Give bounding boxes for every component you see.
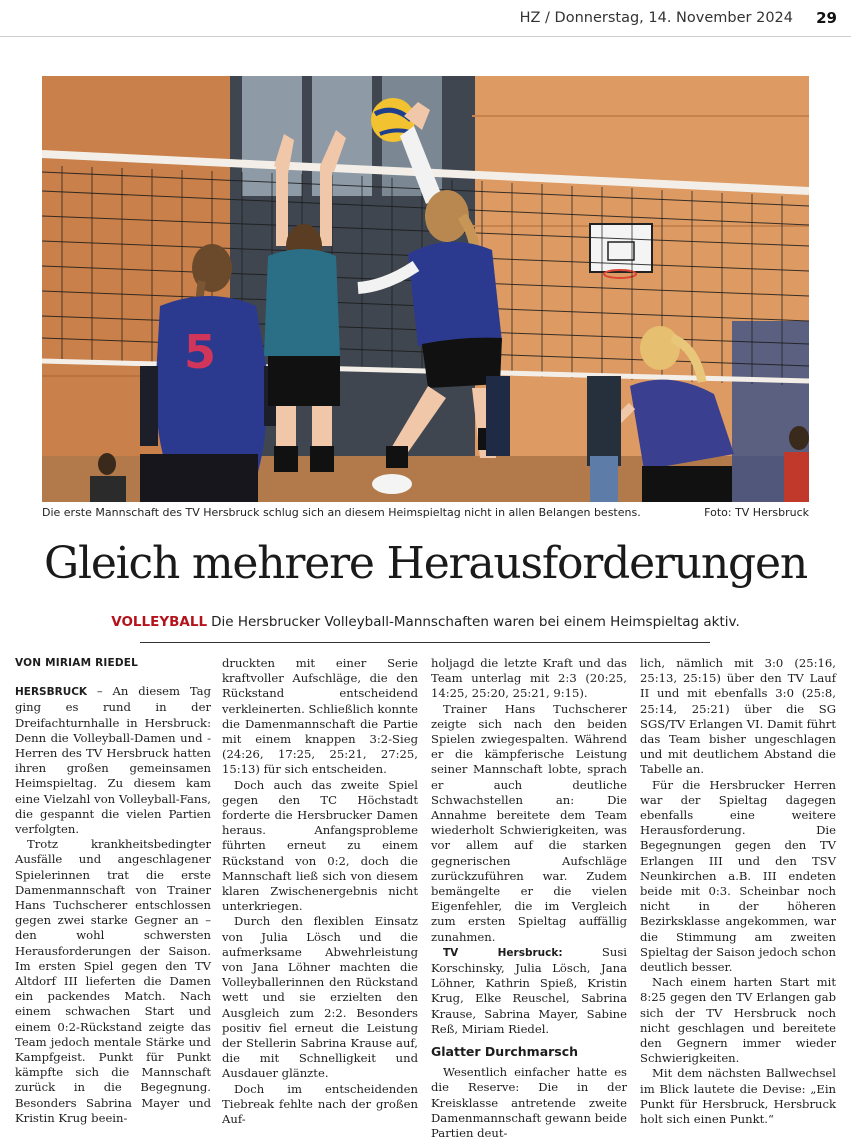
- dateline: HERSBRUCK: [15, 686, 88, 699]
- header-issue-date: HZ / Donnerstag, 14. November 2024: [519, 10, 793, 26]
- section-kicker: VOLLEYBALL: [111, 614, 208, 630]
- page-number: 29: [816, 9, 837, 27]
- lineup-text: Susi Korschinsky, Julia Lösch, Jana Löhner, Kathrin Spieß, Kristin Krug, Elke Reuschel, Sabrina Krause, Sabrina Mayer, Sabine Reß, Miriam Riedel.: [431, 944, 627, 1036]
- paragraph: Wesentlich einfacher hatte es die Reserve: Die in der Kreisklasse antretende zweite Damenmannschaft gewann beide Partien deut-: [431, 1065, 627, 1141]
- paragraph: Doch auch das zweite Spiel gegen den TC Höchstadt forderte die Hersbrucker Damen heraus. Anfangsprobleme führten erneut zu einem Rückstand von 0:2, doch die Mannschaft ließ sich von diesem klaren Zwischenergebnis nicht unterkriegen.: [222, 777, 418, 914]
- article-photo: [42, 76, 809, 502]
- paragraph-text: – An diesem Tag ging es rund in der Dreifachturnhalle in Hersbruck: Denn die Volleyball-Damen und -Herren des TV Hersbruck hatten ihren großen gemeinsamen Heimspieltag. Zu diesem kam eine Vielzahl von Volleyball-Fans, die gespannt die vielen Partien verfolgten.: [15, 684, 211, 837]
- article-headline: Gleich mehrere Herausforderungen: [44, 538, 807, 589]
- article-column-4: [640, 656, 836, 1127]
- lineup-label: TV Hersbruck:: [443, 946, 563, 959]
- paragraph: Für die Hersbrucker Herren war der Spieltag dagegen ebenfalls eine weitere Herausforderung. Die Begegnungen gegen den TV Erlangen III und den TSV Neunkirchen a.B. III endeten beide mit 0:3. Scheinbar noch nicht in der höheren Bezirksklasse angekommen, war die Stimmung am zweiten Spieltag der Saison jedoch schon deutlich besser.: [640, 777, 836, 975]
- page-header: [0, 0, 851, 37]
- paragraph: Doch im entscheidenden Tiebreak fehlte nach der großen Auf-: [222, 1081, 418, 1127]
- paragraph: Durch den flexiblen Einsatz von Julia Lösch und die aufmerksame Abwehrleistung von Jana Löhner machten die Volleyballerinnen den Rückstand wett und sie erzielten den Ausgleich zum 2:2. Besonders positiv fiel erneut die Leistung der Stellerin Sabrina Krause auf, die mit Schnelligkeit und Ausdauer glänzte.: [222, 914, 418, 1081]
- paragraph: Mit dem nächsten Ballwechsel im Blick lautete die Devise: „Ein Punkt für Hersbruck, Hersbruck holt sich einen Punkt.“: [640, 1066, 836, 1127]
- photo-caption: [42, 506, 809, 524]
- photo-credit: Foto: TV Hersbruck: [704, 506, 809, 519]
- caption-text: Die erste Mannschaft des TV Hersbruck schlug sich an diesem Heimspieltag nicht in allen Belangen bestens.: [42, 506, 641, 519]
- byline: VON MIRIAM RIEDEL: [15, 657, 139, 669]
- paragraph: lich, nämlich mit 3:0 (25:16, 25:13, 25:15) über den TV Lauf II und mit ebenfalls 3:0 (25:8, 25:14, 25:21) über die SG SGS/TV Erlangen VI. Damit führt das Team bisher ungeschlagen und mit deutlichem Abstand die Tabelle an.: [640, 656, 836, 777]
- volleyball-scene-illustration: [42, 76, 809, 502]
- lineup: [431, 945, 627, 1037]
- paragraph: holjagd die letzte Kraft und das Team unterlag mit 2:3 (20:25, 14:25, 25:20, 25:21, 9:15).: [431, 656, 627, 701]
- subline-divider: [140, 642, 710, 643]
- paragraph: Trainer Hans Tuchscherer zeigte sich nach den beiden Spielen zwiegespalten. Während er die kämpferische Leistung seiner Mannschaft lobte, sprach er auch deutliche Schwachstellen an: Die Annahme bereitete dem Team wiederholt Schwierigkeiten, was vor allem auf die starken gegnerischen Aufschläge zurückzuführen war. Zudem bemängelte er die vielen Eigenfehler, die im Vergleich zum ersten Spieltag auffällig zunahmen.: [431, 701, 627, 944]
- article-column-3: [431, 656, 627, 1141]
- subline-text: Die Hersbrucker Volleyball-Mannschaften waren bei einem Heimspieltag aktiv.: [211, 614, 740, 630]
- article-column-2: [222, 656, 418, 1127]
- section-subhead: Glatter Durchmarsch: [431, 1044, 579, 1060]
- jersey-number: 5: [184, 325, 217, 379]
- paragraph: druckten mit einer Serie kraftvoller Aufschläge, die den Rückstand entscheidend verkleinerten. Schließlich konnte die Damenmannschaft die Partie mit einem knappen 3:2-Sieg (24:26, 17:25, 25:21, 27:25, 15:13) für sich entscheiden.: [222, 656, 418, 777]
- paragraph: Nach einem harten Start mit 8:25 gegen den TV Erlangen gab sich der TV Hersbruck noch nicht geschlagen und bereitete den Gegnern immer wieder Schwierigkeiten.: [640, 975, 836, 1066]
- article-subline: [0, 614, 851, 630]
- paragraph: [15, 684, 211, 837]
- article-column-1: [15, 656, 211, 1126]
- paragraph: Trotz krankheitsbedingter Ausfälle und angeschlagener Spielerinnen trat die erste Damenmannschaft von Trainer Hans Tuchscherer entschlossen gegen zwei starke Gegner an – den wohl schwersten Herausforderungen der Saison. Im ersten Spiel gegen den TV Altdorf III lieferten die Damen ein packendes Match. Nach einem schwachen Start und einem 0:2-Rückstand zeigte das Team jedoch mentale Stärke und Kampfgeist. Punkt für Punkt kämpfte sich die Mannschaft zurück in die Begegnung. Besonders Sabrina Mayer und Kristin Krug beein-: [15, 837, 211, 1125]
